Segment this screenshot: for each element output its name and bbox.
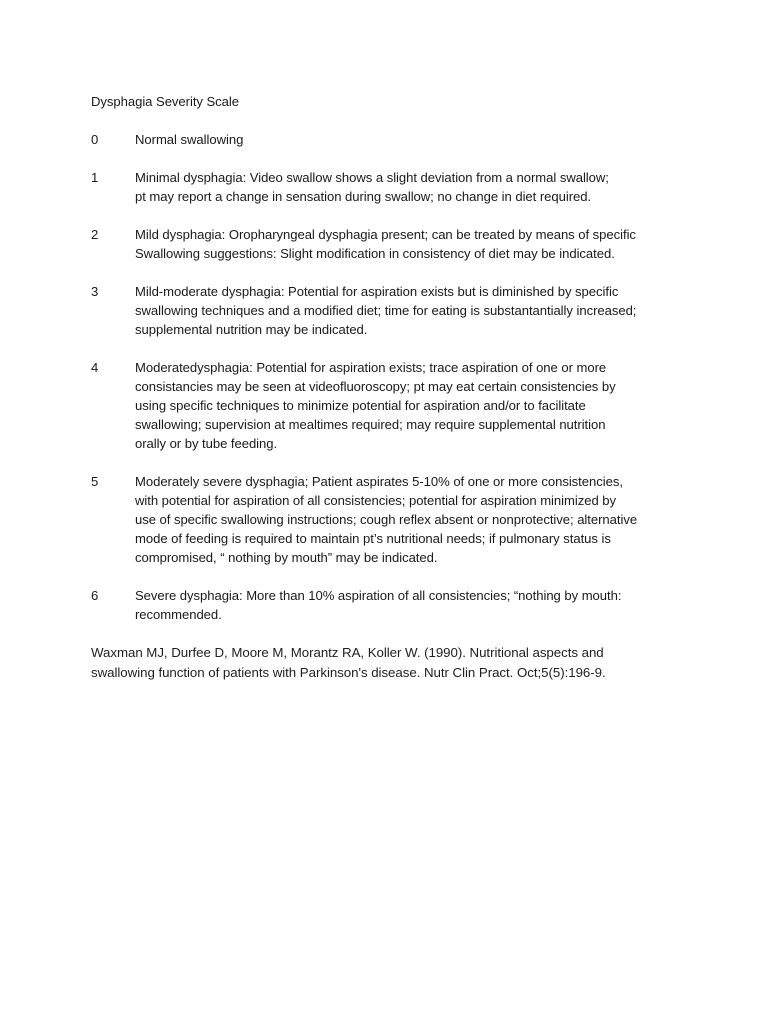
severity-item-4 — [91, 358, 691, 453]
severity-item-2 — [91, 225, 691, 263]
severity-item-0 — [91, 130, 691, 149]
severity-item-5 — [91, 472, 691, 567]
document-body — [91, 92, 691, 682]
severity-description: Mild dysphagia: Oropharyngeal dysphagia present; can be treated by means of specific Swallowing suggestions: Slight modification in consistency of diet may be indicated. — [135, 227, 636, 261]
severity-scale-list — [91, 130, 691, 624]
reference-citation: Waxman MJ, Durfee D, Moore M, Morantz RA, Koller W. (1990). Nutritional aspects and swallowing function of patients with Parkinson's disease. Nutr Clin Pract. Oct;5(5):196-9. — [91, 645, 606, 680]
severity-item-3 — [91, 282, 691, 339]
severity-level-number: 5 — [91, 474, 99, 489]
severity-item-6 — [91, 586, 691, 624]
severity-item-1 — [91, 168, 691, 206]
severity-level-number: 0 — [91, 132, 99, 147]
severity-description: Moderately severe dysphagia; Patient aspirates 5-10% of one or more consistencies, with potential for aspiration of all consistencies; potential for aspiration minimized by use of specific swallowing instructions; cough reflex absent or nonprotective; alternative mode of feeding is required to maintain pt’s nutritional needs; if pulmonary status is compromised, “ nothing by mouth” may be indicated. — [135, 474, 638, 565]
severity-level-number: 6 — [91, 588, 99, 603]
severity-level-number: 1 — [91, 170, 99, 185]
severity-level-number: 4 — [91, 360, 99, 375]
document-title: Dysphagia Severity Scale — [91, 94, 239, 109]
severity-level-number: 3 — [91, 284, 99, 299]
severity-description: Normal swallowing — [135, 132, 244, 147]
severity-description: Severe dysphagia: More than 10% aspiration of all consistencies; “nothing by mouth: recommended. — [135, 588, 622, 622]
severity-description: Mild-moderate dysphagia: Potential for aspiration exists but is diminished by specific swallowing techniques and a modified diet; time for eating is substantantially increased; supplemental nutrition may be indicated. — [135, 284, 637, 337]
severity-description: Moderatedysphagia: Potential for aspiration exists; trace aspiration of one or more consistancies may be seen at videofluoroscopy; pt may eat certain consistencies by using specific techniques to minimize potential for aspiration and/or to facilitate swallowing; supervision at mealtimes required; may require supplemental nutrition orally or by tube feeding. — [135, 360, 616, 451]
severity-level-number: 2 — [91, 227, 99, 242]
severity-description: Minimal dysphagia: Video swallow shows a slight deviation from a normal swallow; pt may report a change in sensation during swallow; no change in diet required. — [135, 170, 609, 204]
